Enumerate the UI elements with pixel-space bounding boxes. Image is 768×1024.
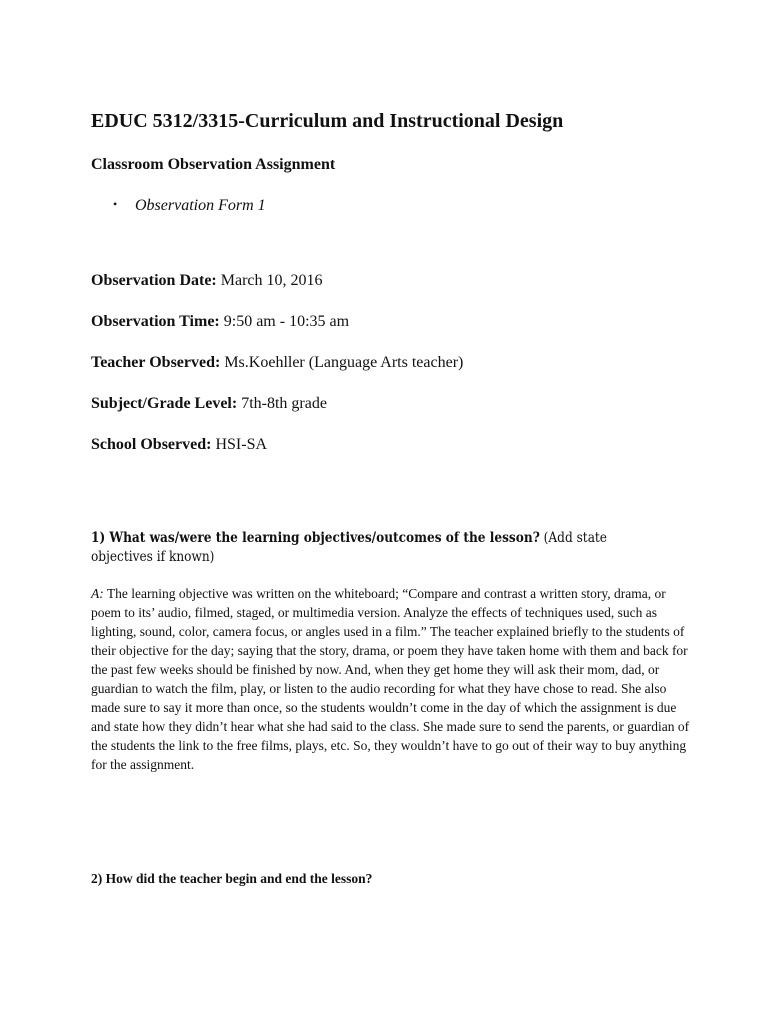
document-title: EDUC 5312/3315-Curriculum and Instructional Design [91, 110, 564, 132]
assignment-subtitle: Classroom Observation Assignment [91, 156, 336, 173]
answer-1-text: The learning objective was written on the whiteboard; “Compare and contrast a written story, drama, or poem to its’ audio, filmed, staged, or multimedia version. Analyze the effects of techniques used, such as lighting, sound, color, camera focus, or angles used in a film.” The teacher explained briefly to the students of their objective for the day; saying that the story, drama, or poem they have taken home with them and back for the past few weeks should be finished by now. And, when they get home they will ask their mom, dad, or guardian to watch the film, play, or listen to the audio recording for what they have chose to read. She also made sure to say it more than once, so the students wouldn’t come in the day of which the assignment is due and state how they didn’t hear what she had said to the class. She made sure to send the parents, or guardian of the students the link to the free films, plays, etc. So, they wouldn’t have to go out of their way to buy anything for the assignment. [91, 586, 690, 772]
question-1-text: 1) What was/were the learning objectives/outcomes of the lesson? [91, 530, 540, 546]
teacher-observed-row [91, 354, 463, 372]
observation-form-label: Observation Form 1 [135, 197, 266, 214]
observation-time-label: Observation Time: [91, 313, 220, 330]
question-2: 2) How did the teacher begin and end the lesson? [91, 871, 373, 886]
question-1-note: (Add state objectives if known) [91, 530, 607, 565]
answer-1-label: A: [91, 586, 104, 601]
observation-time-row [91, 313, 349, 331]
school-observed-label: School Observed: [91, 436, 212, 453]
observation-date-value: March 10, 2016 [216, 272, 323, 289]
observation-date-row [91, 272, 323, 290]
subject-grade-value: 7th-8th grade [237, 395, 327, 412]
subject-grade-label: Subject/Grade Level: [91, 395, 238, 412]
observation-time-value: 9:50 am - 10:35 am [219, 313, 350, 330]
observation-date-label: Observation Date: [91, 272, 217, 289]
subject-grade-row [91, 395, 327, 413]
school-observed-value: HSI-SA [211, 436, 268, 453]
bullet-icon: • [113, 197, 118, 211]
teacher-observed-value: Ms.Koehller (Language Arts teacher) [220, 354, 464, 371]
teacher-observed-label: Teacher Observed: [91, 354, 221, 371]
question-1 [91, 529, 671, 567]
school-observed-row [91, 436, 267, 454]
bullet-list-item [113, 197, 266, 215]
answer-1 [91, 584, 691, 774]
